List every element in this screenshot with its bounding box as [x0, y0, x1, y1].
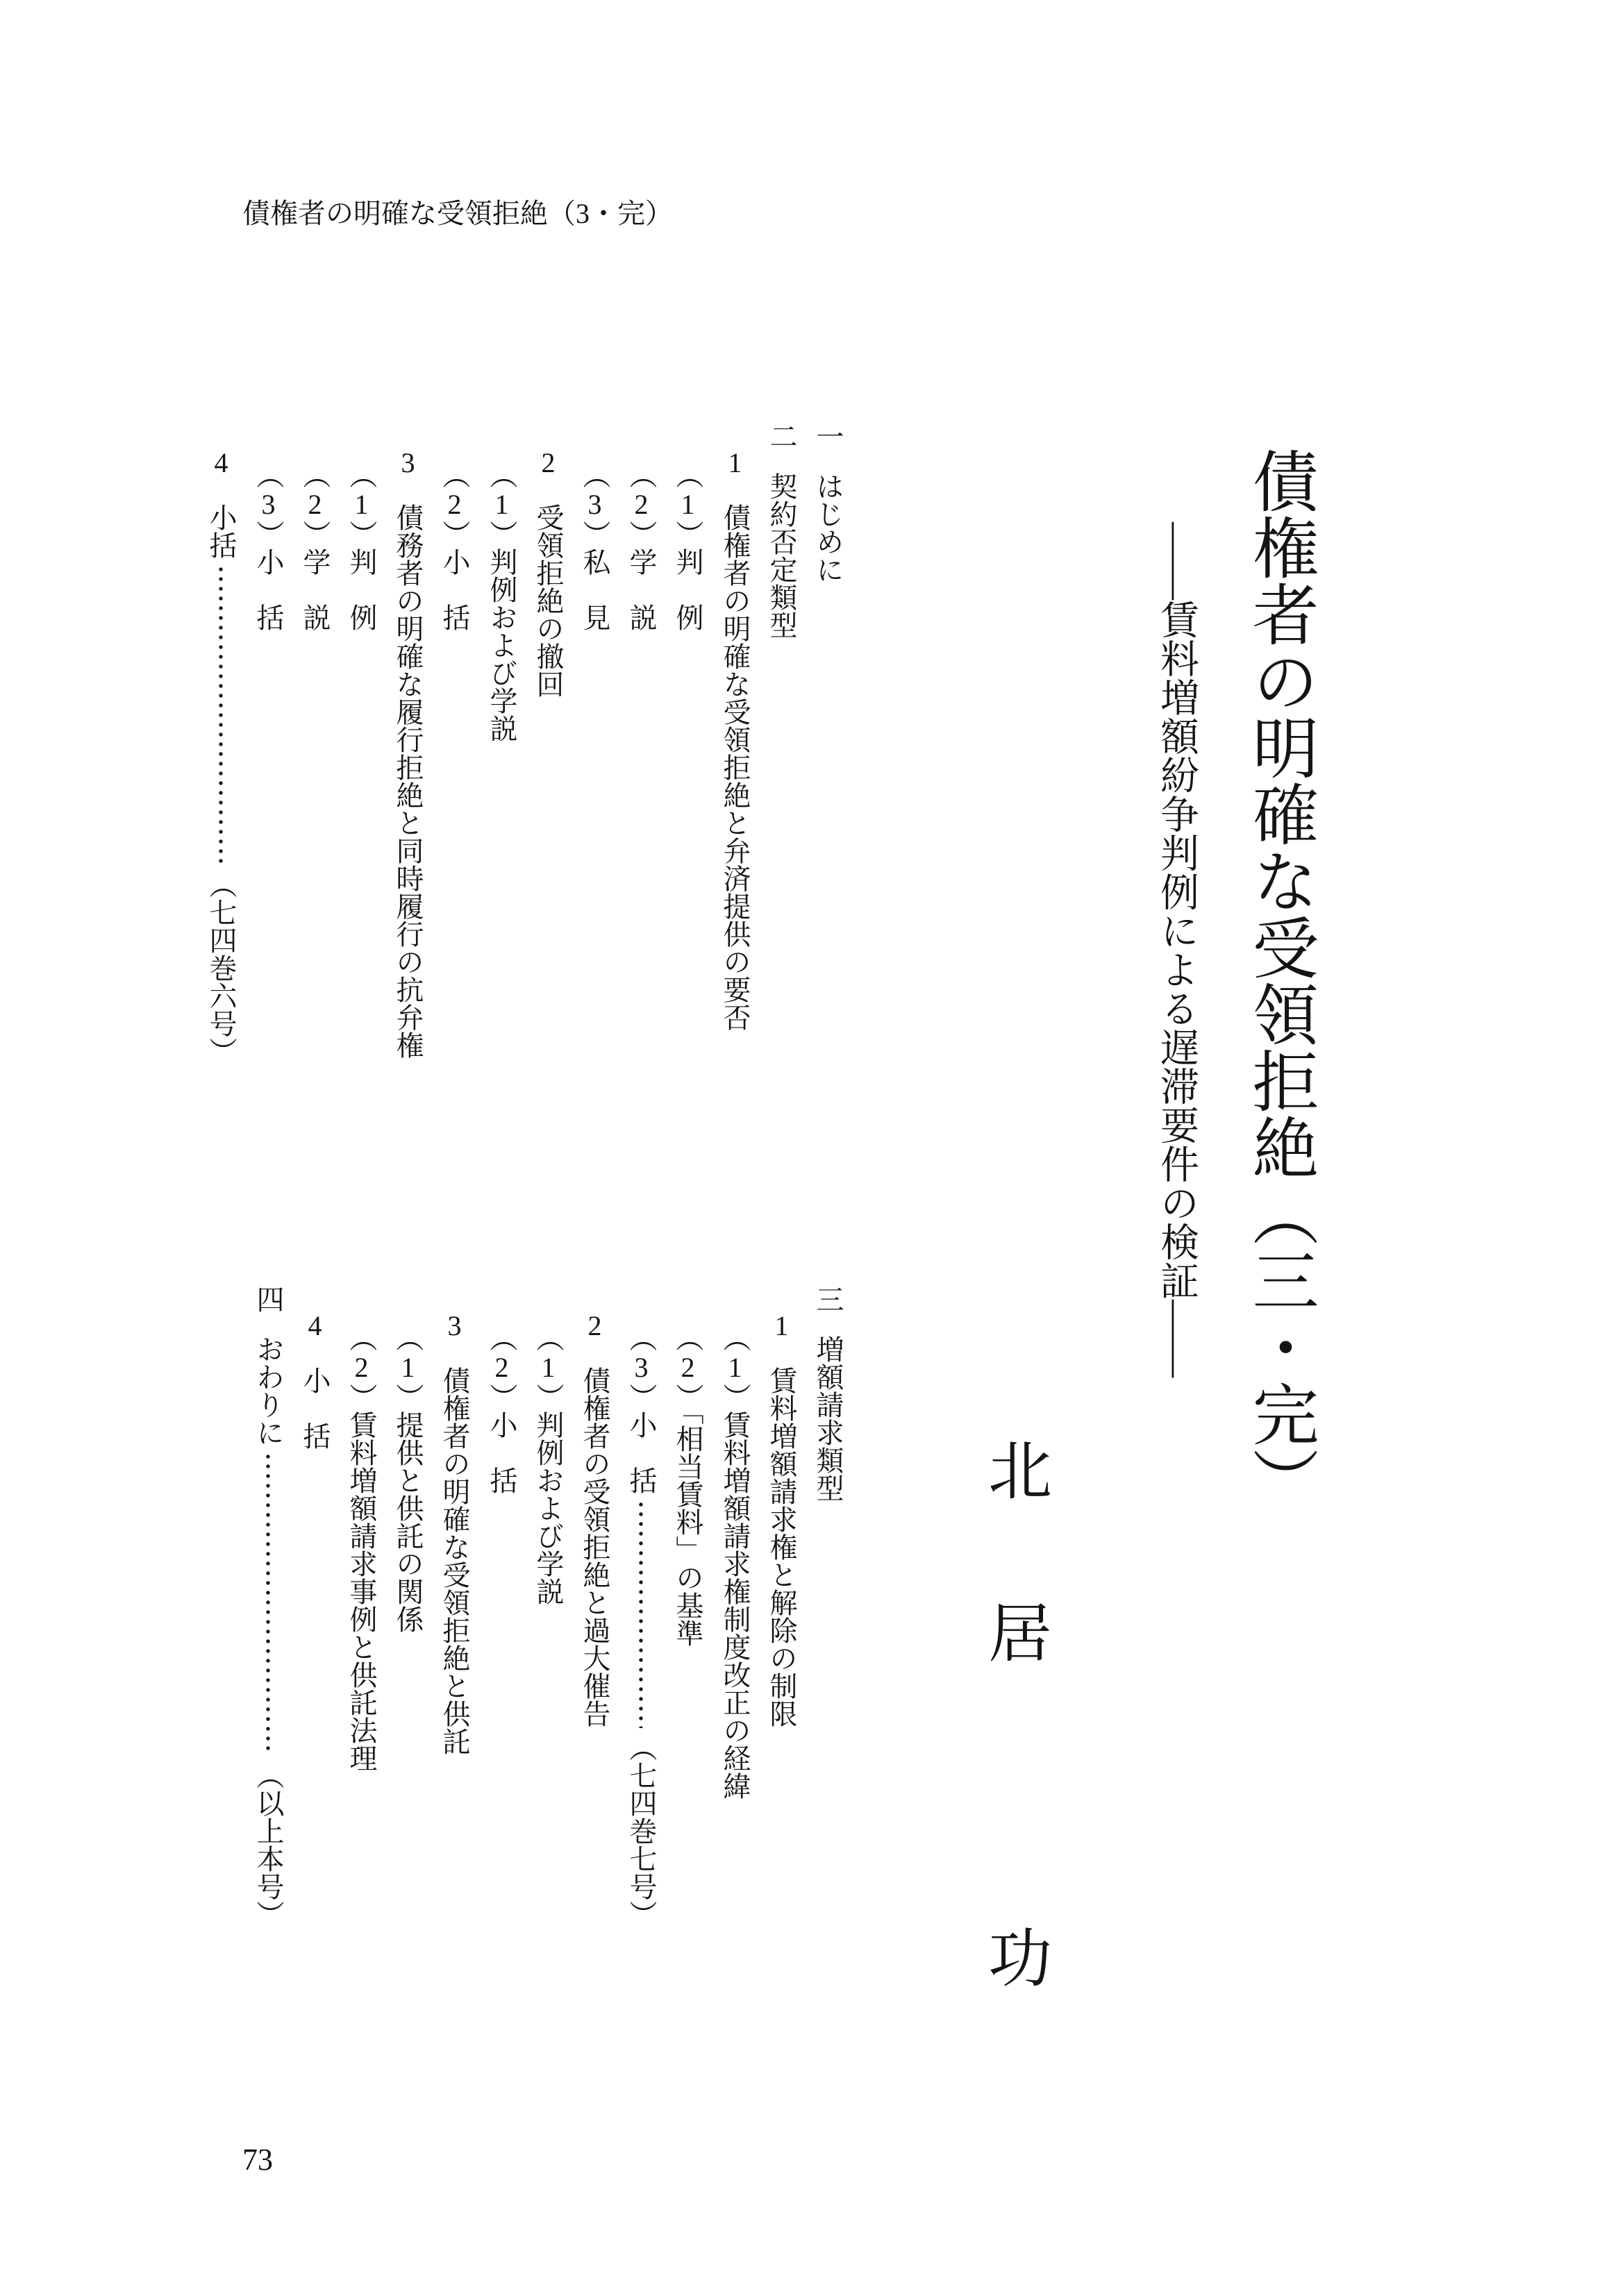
toc-entry-number: 一 [812, 422, 844, 450]
toc-leader-dots [637, 1500, 644, 1728]
toc-entry [760, 1285, 802, 1928]
toc-entry-leader-line [200, 503, 242, 1065]
toc-entry-title: 学 説 [299, 548, 331, 631]
toc-entry [200, 422, 242, 1065]
toc-entry [247, 1285, 289, 1928]
toc-entry [714, 422, 756, 1065]
toc-entry-title: 小 括 [439, 548, 470, 631]
toc-entry [620, 1285, 662, 1928]
toc-entry [760, 422, 802, 1065]
toc-entry [247, 422, 289, 1065]
toc-entry-title: 判例および学説 [486, 548, 517, 742]
toc-entry-number: 二 [766, 422, 797, 450]
toc-entry [574, 422, 615, 1065]
toc-entry-title: 小 括 [299, 1366, 331, 1450]
toc-entry [481, 1285, 522, 1928]
toc-entry-number: （2） [486, 1324, 517, 1411]
toc-entry-title: 判例および学説 [533, 1411, 564, 1605]
toc-entry-title: 小括 [206, 503, 237, 559]
toc-entry-title: 債権者の明確な受領拒絶と弁済提供の要否 [719, 503, 751, 1031]
toc-entry-number: 3 [392, 447, 424, 478]
toc-entry-number: （2） [299, 461, 331, 548]
toc-entry [387, 422, 428, 1065]
toc-entry-number: （1） [392, 1324, 424, 1411]
toc-entry [481, 422, 522, 1065]
toc-entry [340, 1285, 382, 1928]
toc-entry-title: 債務者の明確な履行拒絶と同時履行の抗弁権 [392, 503, 424, 1059]
toc-entry [294, 422, 335, 1065]
toc-entry-number: 三 [812, 1285, 844, 1313]
toc-entry-number: （2） [626, 461, 657, 548]
toc-part-1 [0, 422, 1618, 1065]
toc-entry-title: 学 説 [626, 548, 657, 631]
toc-entry-issue-note: （七四巻七号） [626, 1734, 657, 1928]
author-family-name: 北居 [979, 1437, 1050, 1762]
running-header: 債権者の明確な受領拒絶（3・完） [242, 198, 673, 229]
toc-entry-number: 3 [439, 1310, 470, 1341]
toc-entry-number: （2） [672, 1324, 703, 1411]
toc-entry [714, 1285, 756, 1928]
toc-part-2 [0, 1285, 1618, 1928]
page-number: 73 [242, 2143, 273, 2177]
toc-entry-title: 賃料増額請求権制度改正の経緯 [719, 1411, 751, 1800]
toc-entry [433, 422, 475, 1065]
toc-entry [433, 1285, 475, 1928]
toc-entry-number: （2） [346, 1324, 377, 1411]
toc-entry-issue-note: （以上本号） [253, 1761, 284, 1928]
toc-entry-title: 私 見 [579, 548, 610, 631]
toc-entry [807, 422, 849, 1065]
toc-entry-number: （1） [346, 461, 377, 548]
toc-entry-number: 4 [299, 1310, 331, 1341]
toc-entry-title: 「相当賃料」の基準 [672, 1411, 703, 1647]
toc-entry-title: 増額請求類型 [812, 1335, 844, 1502]
article-subtitle: ――賃料増額紛争判例による遅滞要件の検証―― [1155, 522, 1198, 1377]
toc-entry [387, 1285, 428, 1928]
toc-entry-title: 判 例 [346, 548, 377, 631]
toc-entry-number: 1 [719, 447, 751, 478]
toc-entry-number: 1 [766, 1310, 797, 1341]
toc-entry-number: （3） [626, 1324, 657, 1411]
toc-entry-leader-line [620, 1324, 662, 1928]
toc-entry-number: 2 [579, 1310, 610, 1341]
toc-entry-number: （3） [579, 461, 610, 548]
toc-entry-title: 債権者の明確な受領拒絶と供託 [439, 1366, 470, 1755]
toc-entry-title: 小 括 [253, 548, 284, 631]
toc-entry-title: 賃料増額請求事例と供託法理 [346, 1411, 377, 1772]
toc-entry-title: 小 括 [486, 1411, 517, 1494]
author-given-name: 功 [979, 1925, 1050, 1988]
toc-entry [667, 1285, 708, 1928]
toc-entry-title: 受領拒絶の撤回 [533, 503, 564, 698]
toc-entry-number: （1） [533, 1324, 564, 1411]
toc-entry-number: （3） [253, 461, 284, 548]
toc-entry [340, 422, 382, 1065]
toc-entry [807, 1285, 849, 1928]
toc-entry [667, 422, 708, 1065]
toc-entry-number: （2） [439, 461, 470, 548]
toc-entry-leader-line [247, 1335, 289, 1928]
toc-entry-title: 小 括 [626, 1411, 657, 1494]
toc-entry [294, 1285, 335, 1928]
toc-entry-title: 債権者の受領拒絶と過大催告 [579, 1366, 610, 1727]
toc-entry-number: （1） [672, 461, 703, 548]
toc-entry-title: 提供と供託の関係 [392, 1411, 424, 1633]
toc-leader-dots [217, 564, 224, 865]
article-title: 債権者の明確な受領拒絶（三・完） [1243, 447, 1317, 1514]
toc-entry-number: （1） [486, 461, 517, 548]
toc-entry-title: 判 例 [672, 548, 703, 631]
toc-entry-title: 賃料増額請求権と解除の制限 [766, 1366, 797, 1727]
toc-entry-issue-note: （七四巻六号） [206, 871, 237, 1065]
toc-entry [527, 422, 569, 1065]
toc-entry-title: おわりに [253, 1335, 284, 1446]
toc-leader-dots [265, 1452, 272, 1756]
toc-entry [574, 1285, 615, 1928]
toc-entry-title: はじめに [812, 472, 844, 583]
toc-entry-number: 四 [253, 1285, 284, 1313]
toc-entry-number: 2 [533, 447, 564, 478]
toc-entry [620, 422, 662, 1065]
toc-entry-number: 4 [206, 447, 237, 478]
toc-entry-title: 契約否定類型 [766, 472, 797, 639]
toc-entry [527, 1285, 569, 1928]
toc-entry-number: （1） [719, 1324, 751, 1411]
